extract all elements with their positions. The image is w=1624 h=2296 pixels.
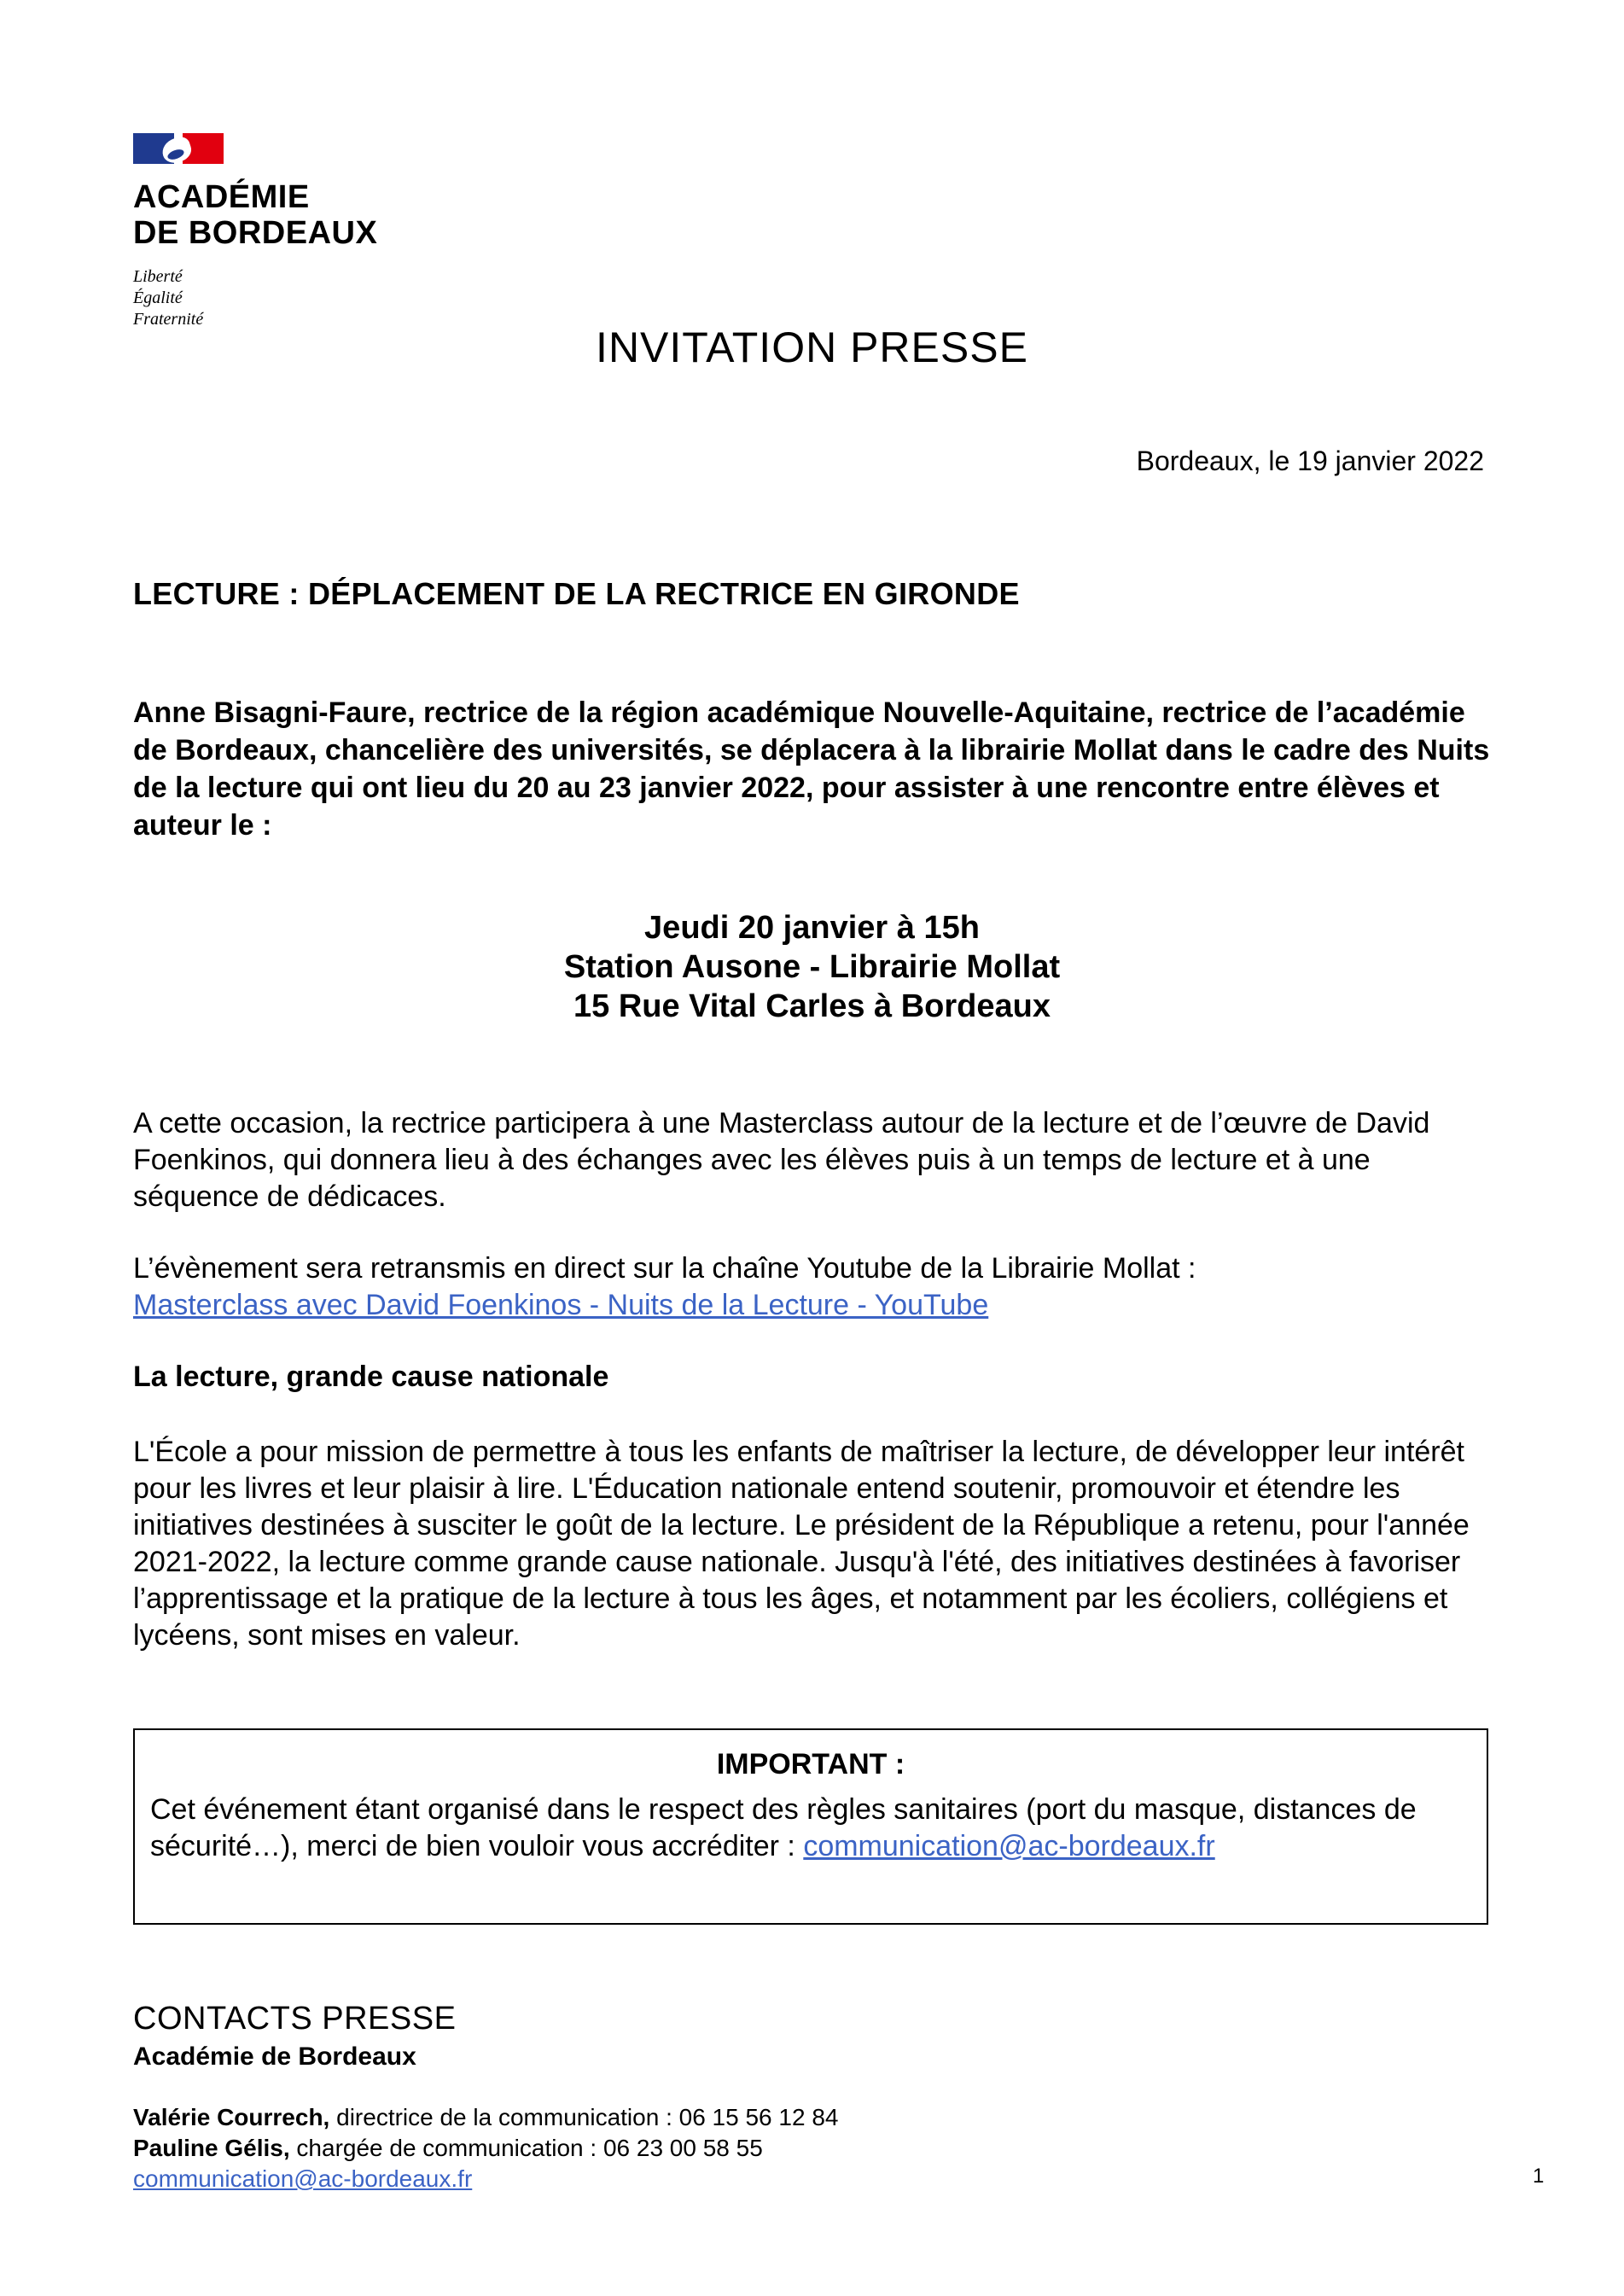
org-name-line2: DE BORDEAUX — [133, 215, 378, 251]
contact-1-name: Valérie Courrech, — [133, 2104, 330, 2130]
org-name — [133, 179, 377, 251]
paragraph-broadcast — [133, 1250, 1499, 1324]
youtube-link[interactable]: Masterclass avec David Foenkinos - Nuits de la Lecture - YouTube — [133, 1289, 989, 1321]
important-text — [150, 1792, 1471, 1865]
marianne-flag-icon — [133, 131, 225, 167]
contacts-title: CONTACTS PRESSE — [133, 2001, 457, 2037]
contact-2-name: Pauline Gélis, — [133, 2135, 290, 2161]
dateline: Bordeaux, le 19 janvier 2022 — [1136, 446, 1484, 476]
motto-fraternite: Fraternité — [133, 310, 204, 329]
page-number: 1 — [1533, 2165, 1545, 2188]
subheading: La lecture, grande cause nationale — [133, 1361, 609, 1393]
org-name-line1: ACADÉMIE — [133, 179, 310, 215]
motto-egalite: Égalité — [133, 288, 183, 307]
contact-1-role: directrice de la communication : 06 15 56 12 84 — [329, 2104, 839, 2130]
broadcast-text: L’évènement sera retransmis en direct sur la chaîne Youtube de la Librairie Mollat : — [133, 1252, 1196, 1285]
lead-paragraph: Anne Bisagni-Faure, rectrice de la région académique Nouvelle-Aquitaine, rectrice de l’académie de Bordeaux, chancelière des universités, se déplacera à la librairie Mollat dans le cadre des Nuits de la lecture qui ont lieu du 20 au 23 janvier 2022, pour assister à une rencontre entre élèves et auteur le : — [133, 696, 1490, 842]
contact-person-1 — [133, 2102, 838, 2133]
accreditation-email-link[interactable]: communication@ac-bordeaux.fr — [803, 1830, 1215, 1862]
event-address: 15 Rue Vital Carles à Bordeaux — [573, 988, 1051, 1024]
contact-person-2 — [133, 2133, 838, 2164]
document-title: INVITATION PRESSE — [596, 323, 1028, 371]
contact-2-role: chargée de communication : 06 23 00 58 55 — [289, 2135, 763, 2161]
contacts-org: Académie de Bordeaux — [133, 2043, 416, 2071]
academie-logo — [133, 131, 377, 330]
contacts-email-link[interactable]: communication@ac-bordeaux.fr — [133, 2165, 473, 2192]
important-message: Cet événement étant organisé dans le respect des règles sanitaires (port du masque, distances de sécurité…), merci de bien vouloir vous accréditer : — [150, 1793, 1417, 1862]
event-date: Jeudi 20 janvier à 15h — [644, 910, 980, 946]
paragraph-grande-cause: L'École a pour mission de permettre à tous les enfants de maîtriser la lecture, de développer leur intérêt pour les livres et leur plaisir à lire. L'Éducation nationale entend soutenir, promouvoir et étendre les initiatives destinées à susciter le goût de la lecture. Le président de la République a retenu, pour l'année 2021-2022, la lecture comme grande cause nationale. Jusqu'à l'été, des initiatives destinées à favoriser l’apprentissage et la pratique de la lecture à tous les âges, et notamment par les écoliers, collégiens et lycéens, sont mises en valeur. — [133, 1436, 1470, 1652]
event-venue: Station Ausone - Librairie Mollat — [563, 949, 1061, 985]
motto-liberte: Liberté — [133, 267, 183, 286]
article-heading: LECTURE : DÉPLACEMENT DE LA RECTRICE EN GIRONDE — [133, 576, 1020, 611]
important-box — [133, 1728, 1488, 1925]
contacts-list — [133, 2102, 838, 2194]
paragraph-masterclass: A cette occasion, la rectrice participera à une Masterclass autour de la lecture et de l’œuvre de David Foenkinos, qui donnera lieu à des échanges avec les élèves puis à un temps de lecture et à une séquence de dédicaces. — [133, 1107, 1430, 1213]
important-title: IMPORTANT : — [716, 1748, 905, 1780]
motto — [133, 266, 377, 330]
event-details — [0, 908, 1624, 1026]
